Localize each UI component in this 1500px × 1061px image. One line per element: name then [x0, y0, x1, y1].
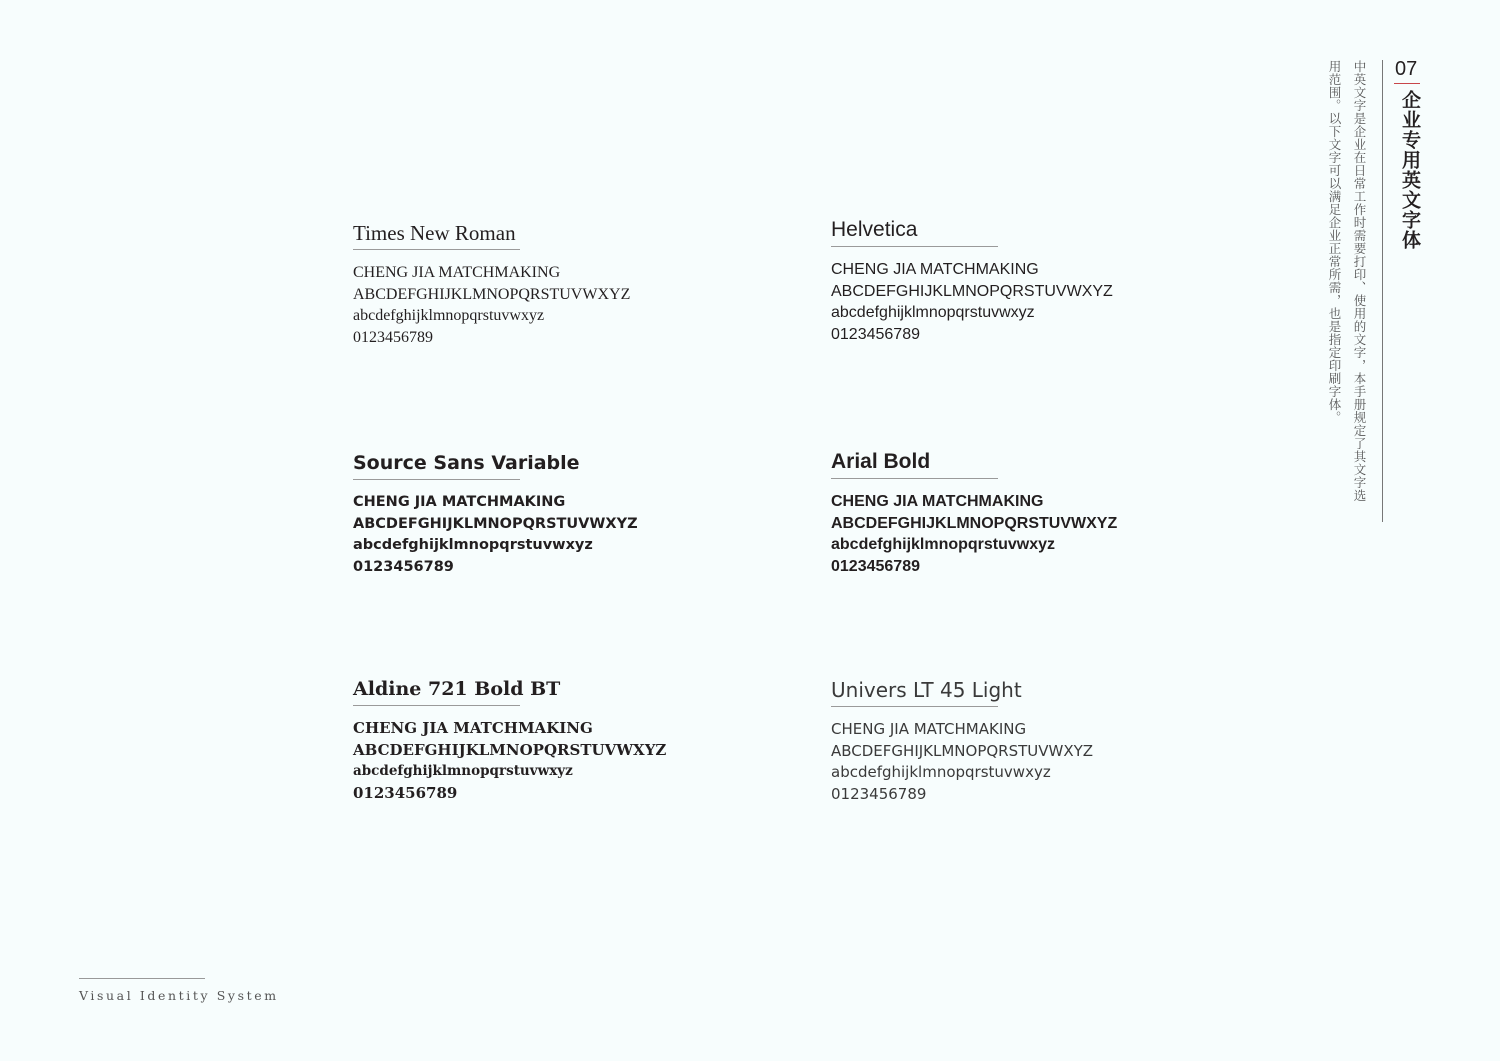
font-title: Arial Bold [831, 450, 931, 473]
sample-uppercase: ABCDEFGHIJKLMNOPQRSTUVWXYZ [831, 282, 1113, 300]
font-sample-univers-lt-45-light [831, 677, 1093, 805]
footer-label: Visual Identity System [79, 988, 279, 1003]
footer-divider [79, 978, 205, 979]
sample-lowercase: abcdefghijklmnopqrstuvwxyz [831, 763, 1051, 781]
sample-digits: 0123456789 [831, 784, 927, 803]
sample-digits: 0123456789 [831, 325, 920, 343]
sample-uppercase: ABCDEFGHIJKLMNOPQRSTUVWXYZ [831, 741, 1094, 760]
title-divider [353, 705, 520, 706]
font-title: Helvetica [831, 218, 918, 241]
sample-digits: 0123456789 [353, 558, 454, 575]
title-divider [831, 478, 998, 479]
font-sample-arial-bold [831, 449, 1117, 577]
font-title: Univers LT 45 Light [831, 678, 1022, 702]
sample-brand-name: CHENG JIA MATCHMAKING [831, 261, 1039, 278]
font-sample-source-sans-variable [353, 450, 638, 578]
sample-lowercase: abcdefghijklmnopqrstuvwxyz [353, 307, 545, 324]
title-divider [353, 249, 520, 250]
sample-digits: 0123456789 [353, 328, 433, 346]
font-sample-aldine-721-bold [353, 676, 666, 804]
sidebar-divider [1382, 60, 1383, 522]
sample-brand-name: CHENG JIA MATCHMAKING [831, 720, 1027, 738]
sample-lowercase: abcdefghijklmnopqrstuvwxyz [831, 536, 1056, 553]
font-sample-helvetica [831, 217, 1113, 345]
sample-lowercase: abcdefghijklmnopqrstuvwxyz [831, 304, 1035, 321]
title-divider [831, 706, 998, 707]
font-title: Times New Roman [353, 221, 516, 245]
page-number-underline [1394, 83, 1420, 84]
sample-uppercase: ABCDEFGHIJKLMNOPQRSTUVWXYZ [353, 740, 667, 759]
sample-lowercase: abcdefghijklmnopqrstuvwxyz [353, 537, 593, 553]
title-divider [831, 246, 998, 247]
sample-digits: 0123456789 [353, 783, 458, 802]
sample-digits: 0123456789 [831, 557, 920, 575]
sample-lowercase: abcdefghijklmnopqrstuvwxyz [353, 763, 573, 779]
font-sample-times-new-roman [353, 220, 630, 348]
page-number: 07 [1395, 58, 1418, 80]
section-description: 中英文字是企业在日常工作时需要打印、使用的文字，本手册规定了其文字选用范围。以下文字可以满足企业正常所需，也是指定印刷字体。 [1327, 60, 1367, 502]
section-title: 企业专用英文字体 [1399, 90, 1421, 250]
sample-uppercase: ABCDEFGHIJKLMNOPQRSTUVWXYZ [353, 285, 631, 303]
sample-uppercase: ABCDEFGHIJKLMNOPQRSTUVWXYZ [353, 515, 638, 532]
sample-brand-name: CHENG JIA MATCHMAKING [831, 493, 1044, 510]
sample-brand-name: CHENG JIA MATCHMAKING [353, 494, 566, 510]
sample-uppercase: ABCDEFGHIJKLMNOPQRSTUVWXYZ [831, 514, 1118, 532]
title-divider [353, 479, 520, 480]
sample-brand-name: CHENG JIA MATCHMAKING [353, 264, 561, 281]
font-title: Aldine 721 Bold BT [353, 678, 561, 700]
font-title: Source Sans Variable [353, 452, 580, 474]
sample-brand-name: CHENG JIA MATCHMAKING [353, 719, 593, 737]
